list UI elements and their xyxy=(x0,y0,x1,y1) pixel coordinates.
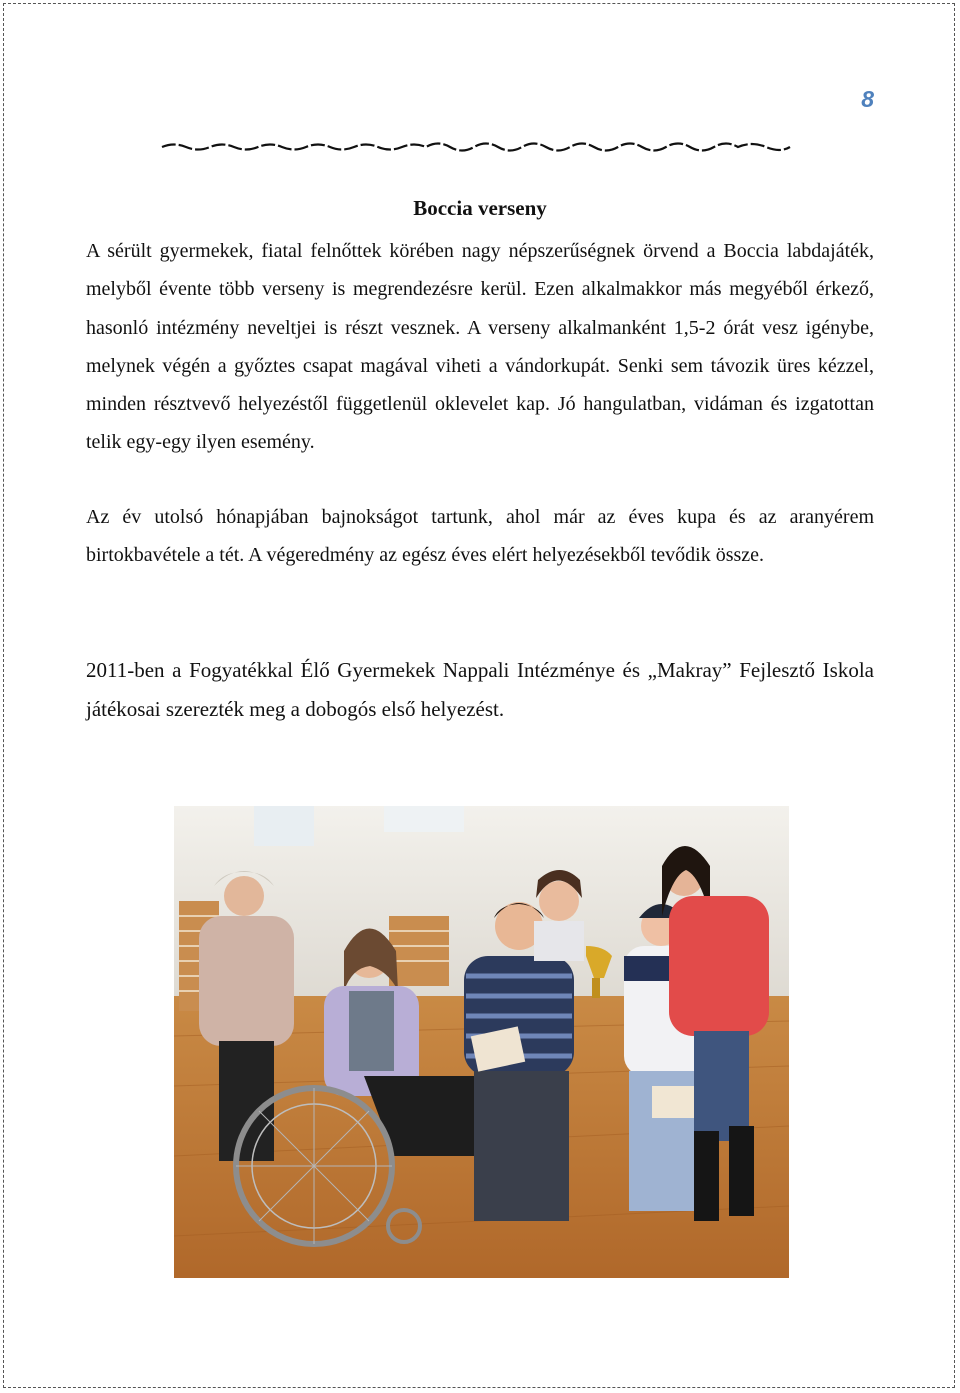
decorative-divider xyxy=(160,138,800,154)
paragraph-result: 2011-ben a Fogyatékkal Élő Gyermekek Nappali Intézménye és „Makray” Fejlesztő Iskola játékosai szerezték meg a dobogós első helyezést. xyxy=(86,658,874,721)
article-title: Boccia verseny xyxy=(413,196,547,220)
group-photo xyxy=(174,806,789,1278)
paragraph-championship: Az év utolsó hónapjában bajnokságot tartunk, ahol már az éves kupa és az aranyérem birtokbavétele a tét. A végeredmény az egész éves elért helyezésekből tevődik össze. xyxy=(86,506,874,567)
paragraph-intro: A sérült gyermekek, fiatal felnőttek körében nagy népszerűségnek örvend a Boccia labdajáték, melyből évente több verseny is megrendezésre kerül. Ezen alkalmakkor más megyéből érkező, hasonló intézmény neveltjei is részt vesznek. A verseny alkalmanként 1,5-2 órát vesz igénybe, melynek végén a győztes csapat magával viheti a vándorkupát. Senki sem távozik üres kézzel, minden résztvevő helyezéstől függetlenül oklevelet kap. Jó hangulatban, vidáman és izgatottan telik egy-egy ilyen esemény. xyxy=(86,240,874,454)
page-number: 8 xyxy=(861,86,874,112)
